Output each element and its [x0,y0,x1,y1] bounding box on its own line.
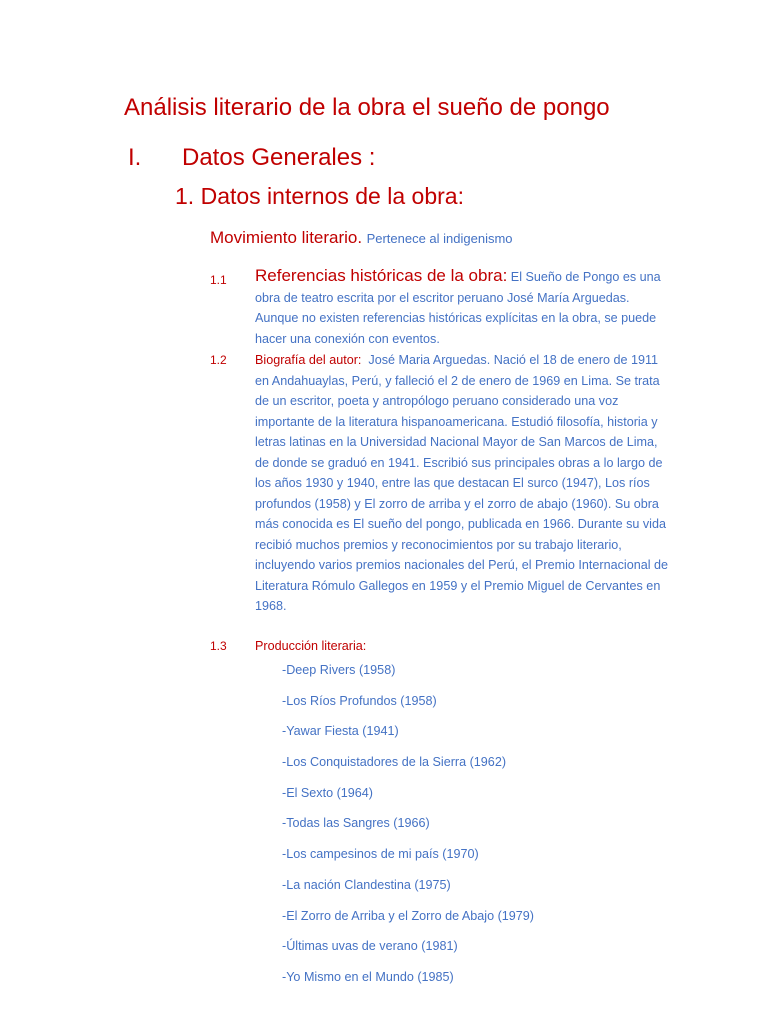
list-item: -Yo Mismo en el Mundo (1985) [282,969,454,984]
item-text: José Maria Arguedas. Nació el 18 de enero de 1911 en Andahuaylas, Perú, y falleció el 2 de enero de 1969 en Lima. Se trata de un escritor, poeta y antropólogo peruano considerado una voz importante de la literatura hispanoamericana. Estudió filosofía, historia y letras latinas en la Universidad Nacional Mayor de San Marcos de Lima, de donde se graduó en 1941. Escribió sus principales obras a lo largo de los años 1930 y 1940, entre las que destacan El surco (1947), Los ríos profundos (1958) y El zorro de arriba y el zorro de abajo (1960). Su obra más conocida es El sueño del pongo, publicada en 1966. Durante su vida recibió muchos premios y reconocimientos por su trabajo literario, incluyendo varios premios nacionales del Perú, el Premio Internacional de Literatura Rómulo Gallegos en 1959 y el Premio Miguel de Cervantes en 1968. [255,353,669,613]
subsection-label: Datos internos de la obra: [200,183,464,209]
item-literary-production [210,636,670,657]
list-item: -Todas las Sangres (1966) [282,816,430,831]
item-author-biography [210,350,670,617]
movement-value: Pertenece al indigenismo [366,231,513,246]
item-text: El Sueño de Pongo es una obra de teatro escrita por el escritor peruano José María Arguedas. Aunque no existen referencias históricas explícitas en la obra, se puede hacer una conexión con eventos. [255,270,661,346]
list-item: -El Sexto (1964) [282,785,373,800]
list-item: -Deep Rivers (1958) [282,663,396,677]
movement-label: Movimiento literario. [210,228,363,247]
list-item: -El Zorro de Arriba y el Zorro de Abajo (1979) [282,908,534,923]
list-item: -Últimas uvas de verano (1981) [282,939,458,954]
list-item: -Yawar Fiesta (1941) [282,724,399,739]
item-label: Referencias históricas de la obra: [255,266,508,285]
list-item: -Los Conquistadores de la Sierra (1962) [282,755,507,770]
literary-movement [210,228,513,248]
subsection-heading [175,183,464,210]
section-label: Datos Generales : [182,144,376,171]
section-number: I. [128,144,142,171]
item-number: 1.1 [210,273,227,287]
document-title: Análisis literario de la obra el sueño de pongo [124,94,610,121]
list-item: -Los Ríos Profundos (1958) [282,693,437,708]
item-number: 1.3 [210,639,227,653]
subsection-number: 1. [175,183,195,209]
list-item: -Los campesinos de mi país (1970) [282,847,479,862]
item-label: Biografía del autor: [255,353,362,367]
item-number: 1.2 [210,353,227,367]
section-heading [128,144,375,172]
list-item: -La nación Clandestina (1975) [282,877,451,892]
item-label: Producción literaria: [255,639,367,653]
item-historical-references [210,266,670,349]
works-list [282,660,534,998]
